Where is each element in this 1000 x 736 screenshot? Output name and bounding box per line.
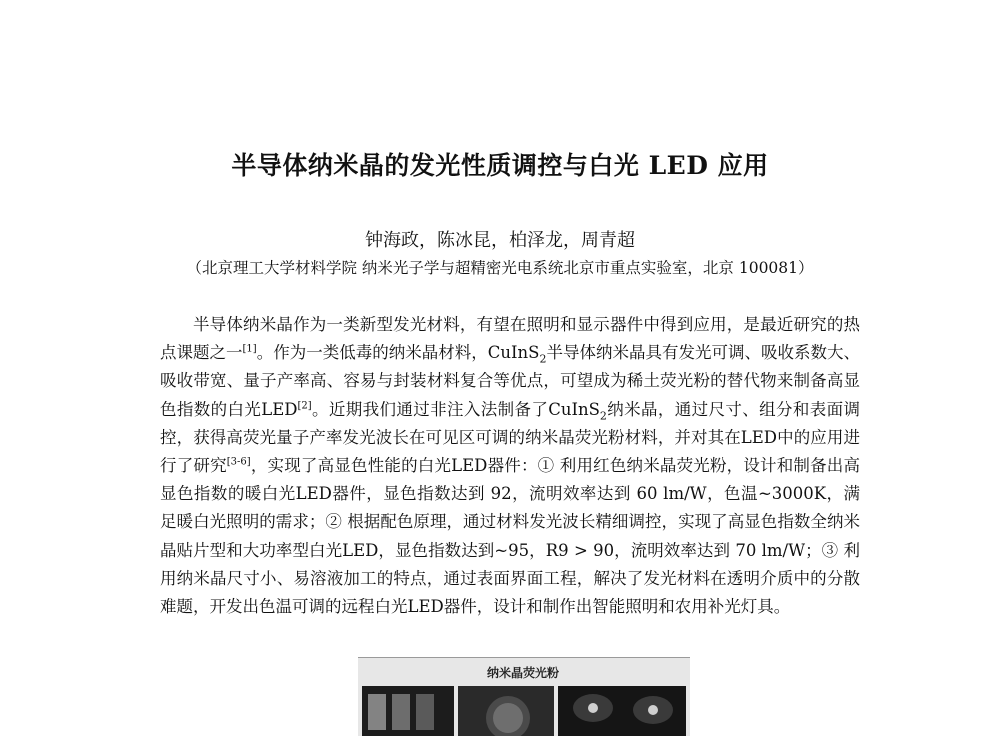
author-list: 钟海政，陈冰昆，柏泽龙，周青超 (365, 230, 635, 251)
abstract-paragraph (160, 311, 860, 621)
figure-label: 纳米晶荧光粉 (486, 666, 559, 680)
figure-nanocrystal-phosphor (358, 657, 690, 736)
paper-title: 半导体纳米晶的发光性质调控与白光 LED 应用 (231, 151, 769, 180)
subscript-2: 2 (539, 352, 547, 366)
abstract-text-2: 。作为一类低毒的纳米晶材料，CuInS (256, 343, 540, 363)
citation-3-6: [3-6] (226, 456, 251, 468)
abstract-text-1: 半导体纳米晶作为一类新型发光材料，有望在照明和显示器件中得到应用，是最近研究的热点课题之一 (160, 315, 860, 363)
abstract-text-4: 。近期我们通过非注入法制备了CuInS (311, 399, 600, 419)
affiliation: （北京理工大学材料学院 纳米光子学与超精密光电系统北京市重点实验室，北京 100081） (186, 259, 814, 277)
abstract-text-5: 纳米晶，通过尺寸、组分和表面调控，获得高荧光量子产率发光波长在可见区可调的纳米晶荧光粉材料，并对其在LED中的应用进行了研究 (160, 399, 861, 476)
citation-1: [1] (242, 343, 257, 355)
figure-photo-overlay (358, 658, 690, 736)
subscript-2-second: 2 (599, 408, 607, 422)
citation-2: [2] (297, 400, 312, 412)
abstract-text-3: 半导体纳米晶具有发光可调、吸收系数大、吸收带宽、量子产率高、容易与封装材料复合等优点，可望成为稀土荧光粉的替代物来制备高显色指数的白光LED (160, 343, 861, 419)
abstract-text-6: ，实现了高显色性能的白光LED器件：① 利用红色纳米晶荧光粉，设计和制备出高显色指数的暖白光LED器件，显色指数达到 92，流明效率达到 60 lm/W，色温~3000K，满足暖白光照明的需求；② 根据配色原理，通过材料发光波长精细调控，实现了高显色指数全纳米晶贴片型和大功率型白光LED，显色指数达到~95，R9 > 90，流明效率达到 70 lm/W；③ 利用纳米晶尺寸小、易溶液加工的特点，通过表面界面工程，解决了发光材料在透明介质中的分散难题，开发出色温可调的远程白光LED器件，设计和制作出智能照明和农用补光灯具。 (160, 456, 860, 617)
